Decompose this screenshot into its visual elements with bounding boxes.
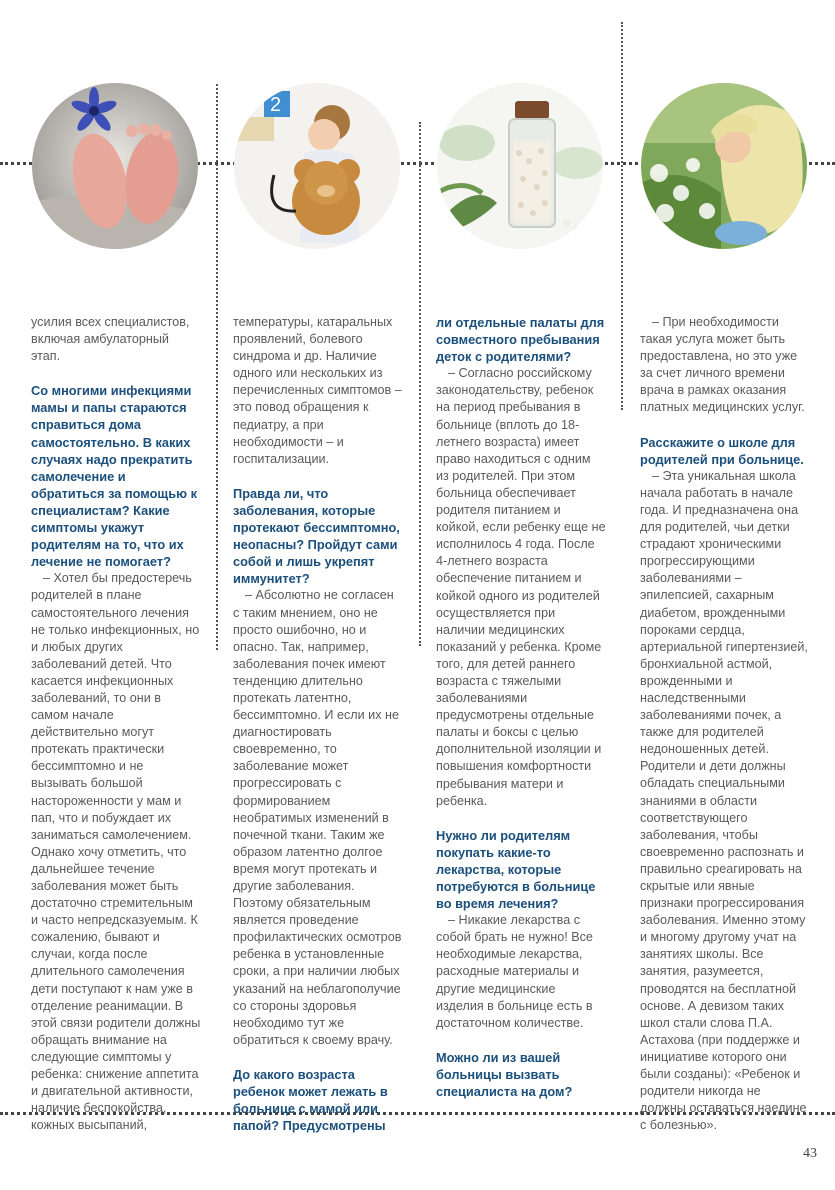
interview-answer: – Эта уникальная школа начала работать в начале года. И предназначена она для родителей, чьи детки страдают хроническими прогрессирующими заболеваниями – эпилепсией, сахарным диабетом, врожденными пороками сердца, артериальной гипертензией, бронхиальной астмой, врожденными и наследственными заболеваниями почек, а также для родителей недоношенных детей. Родители и дети должны обладать специальными знаниями в области соответствующего заболевания, чтобы своевременно распознать и правильно среагировать на скрытые или явные признаки прогрессирования заболевания. Именно этому и многому другому учат на занятиях школы. Все занятия, разумеется, проводятся на бесплатной основе. А девизом таких школ стали слова П.А. Астахова (при поддержке и инициативе которого они были созданы): «Ребенок и родители никогда не должны оставаться наедине с болезнью». bbox=[640, 468, 808, 1133]
interview-answer: – Хотел бы предостеречь родителей в плане самостоятельного лечения не только инфекционных, но и любых других заболеваний детей. Что касается инфекционных заболеваний, то они в самом начале действительно могут протекать практически бессимптомно и не вызывать большой настороженности у мам и пап, что и побуждает их заниматься самолечением. Однако хочу отметить, что дальнейшее течение заболевания может быть достаточно стремительным и часто непредсказуемым. К сожалению, бывают и случаи, когда после длительного самолечения дети поступают к нам уже в отделение реанимации. В этой связи родители должны обращать внимание на следующие симптомы у ребенка: снижение аппетита и двигательной активности, наличие беспокойства, кожных высыпаний, bbox=[31, 571, 201, 1133]
column-divider-1 bbox=[216, 84, 218, 650]
baby-in-dandelions-photo bbox=[641, 83, 807, 249]
interview-question: Нужно ли родителям покупать какие-то лекарства, которые потребуются в больнице во время лечения? bbox=[436, 827, 596, 912]
interview-question: ли отдельные палаты для совместного пребывания деток с родителями? bbox=[436, 315, 605, 365]
interview-answer: – Согласно российскому законодательству, ребенок на период пребывания в больнице (вплоть до 18-летнего возраста) имеет право находиться с одним из родителей. При этом больница обеспечивает родителя питанием и койкой, если ребенку еще не исполнилось 4 года. После 4-летнего возраста обеспечение питанием и койкой одного из родителей осуществляется при наличии медицинских показаний у ребенка. Кроме того, для детей раннего возраста с тяжелыми заболеваниями предусмотрены отдельные палаты и боксы с целью дополнительной изоляции и повышения комфортности пребывания матери и ребенка. bbox=[436, 366, 606, 808]
page-number: 43 bbox=[803, 1146, 817, 1161]
interview-answer: – Никакие лекарства с собой брать не нужно! Все необходимые лекарства, расходные материалы и другие медицинские изделия в больнице есть в достаточном количестве. bbox=[436, 913, 593, 1030]
column-divider-2 bbox=[419, 122, 421, 646]
interview-question: Правда ли, что заболевания, которые протекают бессимптомно, неопасны? Пройдут сами собой и лишь укрепят иммунитет? bbox=[233, 485, 400, 587]
interview-answer: – Абсолютно не согласен с таким мнением, оно не просто ошибочно, но и опасно. Так, например, заболевания почек имеют тенденцию длительно протекать латентно, бессимптомно. И если их не диагностировать своевременно, то заболевание может прогрессировать с формированием необратимых изменений в почечной ткани. Таким же образом латентно долгое время могут протекать и другие заболевания. Поэтому обязательным является проведение профилактических осмотров ребенка в установленные сроки, а при наличии любых указаний на неблагополучие со стороны здоровья необходимо тут же обратиться к своему врачу. bbox=[233, 588, 402, 1047]
baby-feet-with-cornflower-photo bbox=[32, 83, 198, 249]
child-with-teddy-bear-stethoscope-photo bbox=[234, 83, 400, 249]
interview-question: Можно ли из вашей больницы вызвать специалиста на дом? bbox=[436, 1049, 573, 1100]
paragraph: усилия всех специалистов, включая амбулаторный этап. bbox=[31, 315, 190, 364]
text-column-1 bbox=[31, 314, 201, 1134]
text-column-3 bbox=[436, 314, 606, 1100]
interview-answer: – При необходимости такая услуга может быть предоставлена, но это уже за счет личного времени врача в рамках оказания платных медицинских услуг. bbox=[640, 315, 805, 415]
column-divider-3 bbox=[621, 22, 623, 410]
svg-text:2: 2 bbox=[270, 94, 282, 116]
interview-question: Со многими инфекциями мамы и папы стараются справиться дома самостоятельно. В каких случаях надо прекратить самолечение и обратиться за помощью к специалистам? Какие симптомы укажут родителям на то, что их лечение не помогает? bbox=[31, 383, 197, 570]
interview-question: До какого возраста ребенок может лежать в больнице с мамой или папой? Предусмотрены bbox=[233, 1066, 388, 1134]
text-column-4 bbox=[640, 314, 810, 1134]
interview-question: Расскажите о школе для родителей при больнице. bbox=[640, 434, 804, 467]
text-column-2 bbox=[233, 314, 403, 1134]
homeopathic-pills-jar-photo bbox=[437, 83, 603, 249]
paragraph: температуры, катаральных проявлений, болевого синдрома и др. Наличие одного или нескольких из перечисленных симптомов – это повод обращения к педиатру, а при необходимости – и госпитализации. bbox=[233, 315, 402, 466]
